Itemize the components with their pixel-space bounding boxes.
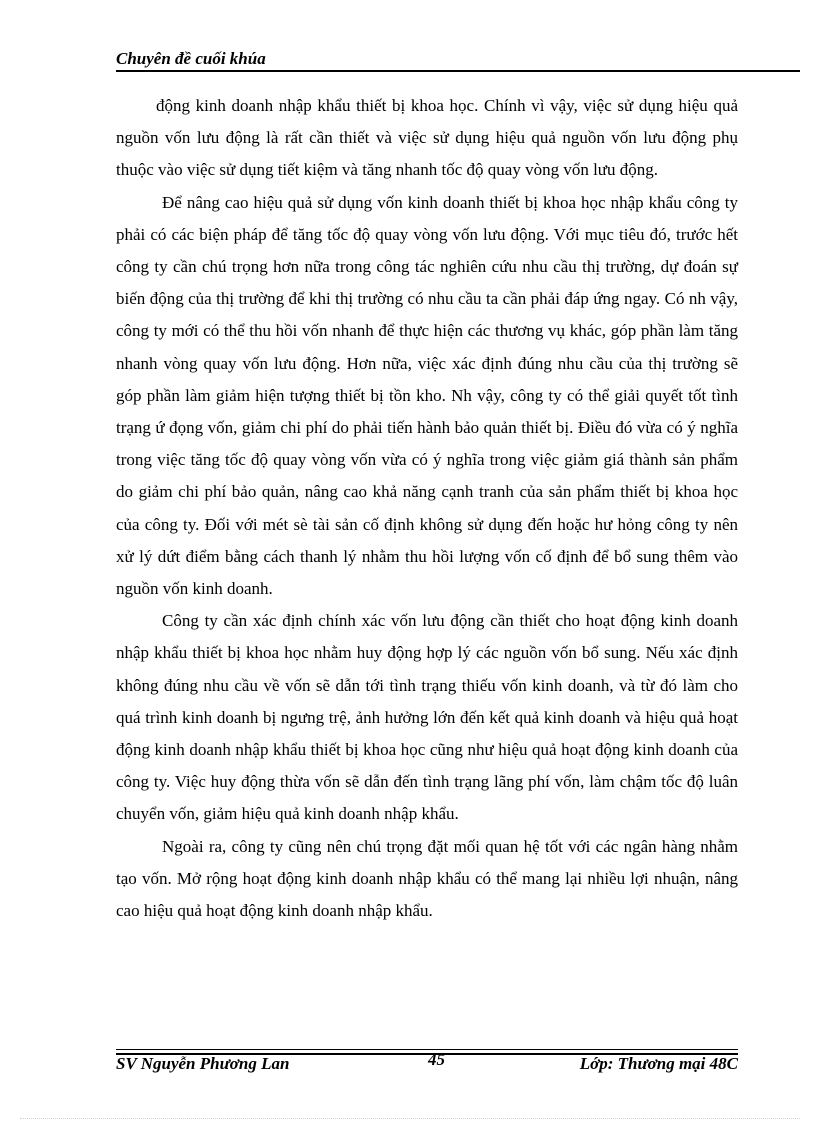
page-header <box>116 48 800 70</box>
page-number: 45 <box>428 1050 445 1069</box>
paragraph-3: Công ty cần xác định chính xác vốn lưu động cần thiết cho hoạt động kinh doanh nhập khẩu thiết bị khoa học nhằm huy động hợp lý các nguồn vốn bổ sung. Nếu xác định không đúng nhu cầu về vốn sẽ dẫn tới tình trạng thiếu vốn kinh doanh, và từ đó làm cho quá trình kinh doanh bị ngưng trệ, ảnh hưởng lớn đến kết quả kinh doanh và hiệu quả hoạt động kinh doanh nhập khẩu thiết bị khoa học cũng như hiệu quả hoạt động kinh doanh của công ty. Việc huy động thừa vốn sẽ dẫn đến tình trạng lãng phí vốn, làm chậm tốc độ luân chuyển vốn, giảm hiệu quả kinh doanh nhập khẩu. <box>116 611 738 824</box>
paragraph-4: Ngoài ra, công ty cũng nên chú trọng đặt mối quan hệ tốt với các ngân hàng nhằm tạo vốn. Mở rộng hoạt động kinh doanh nhập khẩu có thể mang lại nhiều lợi nhuận, nâng cao hiệu quả hoạt động kinh doanh nhập khẩu. <box>116 836 738 921</box>
footer-class: Lớp: Thương mại 48C <box>579 1054 738 1073</box>
header-rule <box>116 70 800 72</box>
footer-rule-thin <box>116 1049 738 1050</box>
page-footer <box>116 1050 738 1078</box>
paragraph-2: Để nâng cao hiệu quả sử dụng vốn kinh doanh thiết bị khoa học nhập khẩu công ty phải có các biện pháp để tăng tốc độ quay vòng vốn lưu động. Với mục tiêu đó, trước hết công ty cần chú trọng hơn nữa trong công tác nghiên cứu nhu cầu thị trường, dự đoán sự biến động của thị trường để khi thị trường có nhu cầu ta cần phải đáp ứng ngay. Có nh vậy, công ty mới có thể thu hồi vốn nhanh để thực hiện các thương vụ khác, góp phần làm tăng nhanh vòng quay vốn lưu động. Hơn nữa, việc xác định đúng nhu cầu của thị trường sẽ góp phần làm giảm hiện tượng thiết bị tồn kho. Nh vậy, công ty có thể giải quyết tốt tình trạng ứ đọng vốn, giảm chi phí do phải tiến hành bảo quản thiết bị. Điều đó vừa có ý nghĩa trong việc tăng tốc độ quay vòng vốn vừa có ý nghĩa trong việc giảm giá thành sản phẩm do giảm chi phí bảo quản, nâng cao khả năng cạnh tranh của sản phẩm thiết bị khoa học của công ty. Đối với mét sè tài sản cố định không sử dụng đến hoặc hư hỏng công ty nên xử lý dứt điểm bằng cách thanh lý nhằm thu hồi lượng vốn cố định để bổ sung thêm vào nguồn vốn kinh doanh. <box>116 192 738 599</box>
paragraph-1: động kinh doanh nhập khẩu thiết bị khoa học. Chính vì vậy, việc sử dụng hiệu quả nguồn vốn lưu động là rất cần thiết và việc sử dụng hiệu quả nguồn vốn lưu động phụ thuộc vào việc sử dụng tiết kiệm và tăng nhanh tốc độ quay vòng vốn lưu động. <box>116 96 738 180</box>
document-body <box>116 90 738 927</box>
footer-student-name: SV Nguyễn Phương Lan <box>116 1054 290 1073</box>
header-title: Chuyên đề cuối khúa <box>116 49 266 68</box>
page-edge-divider <box>20 1118 800 1119</box>
